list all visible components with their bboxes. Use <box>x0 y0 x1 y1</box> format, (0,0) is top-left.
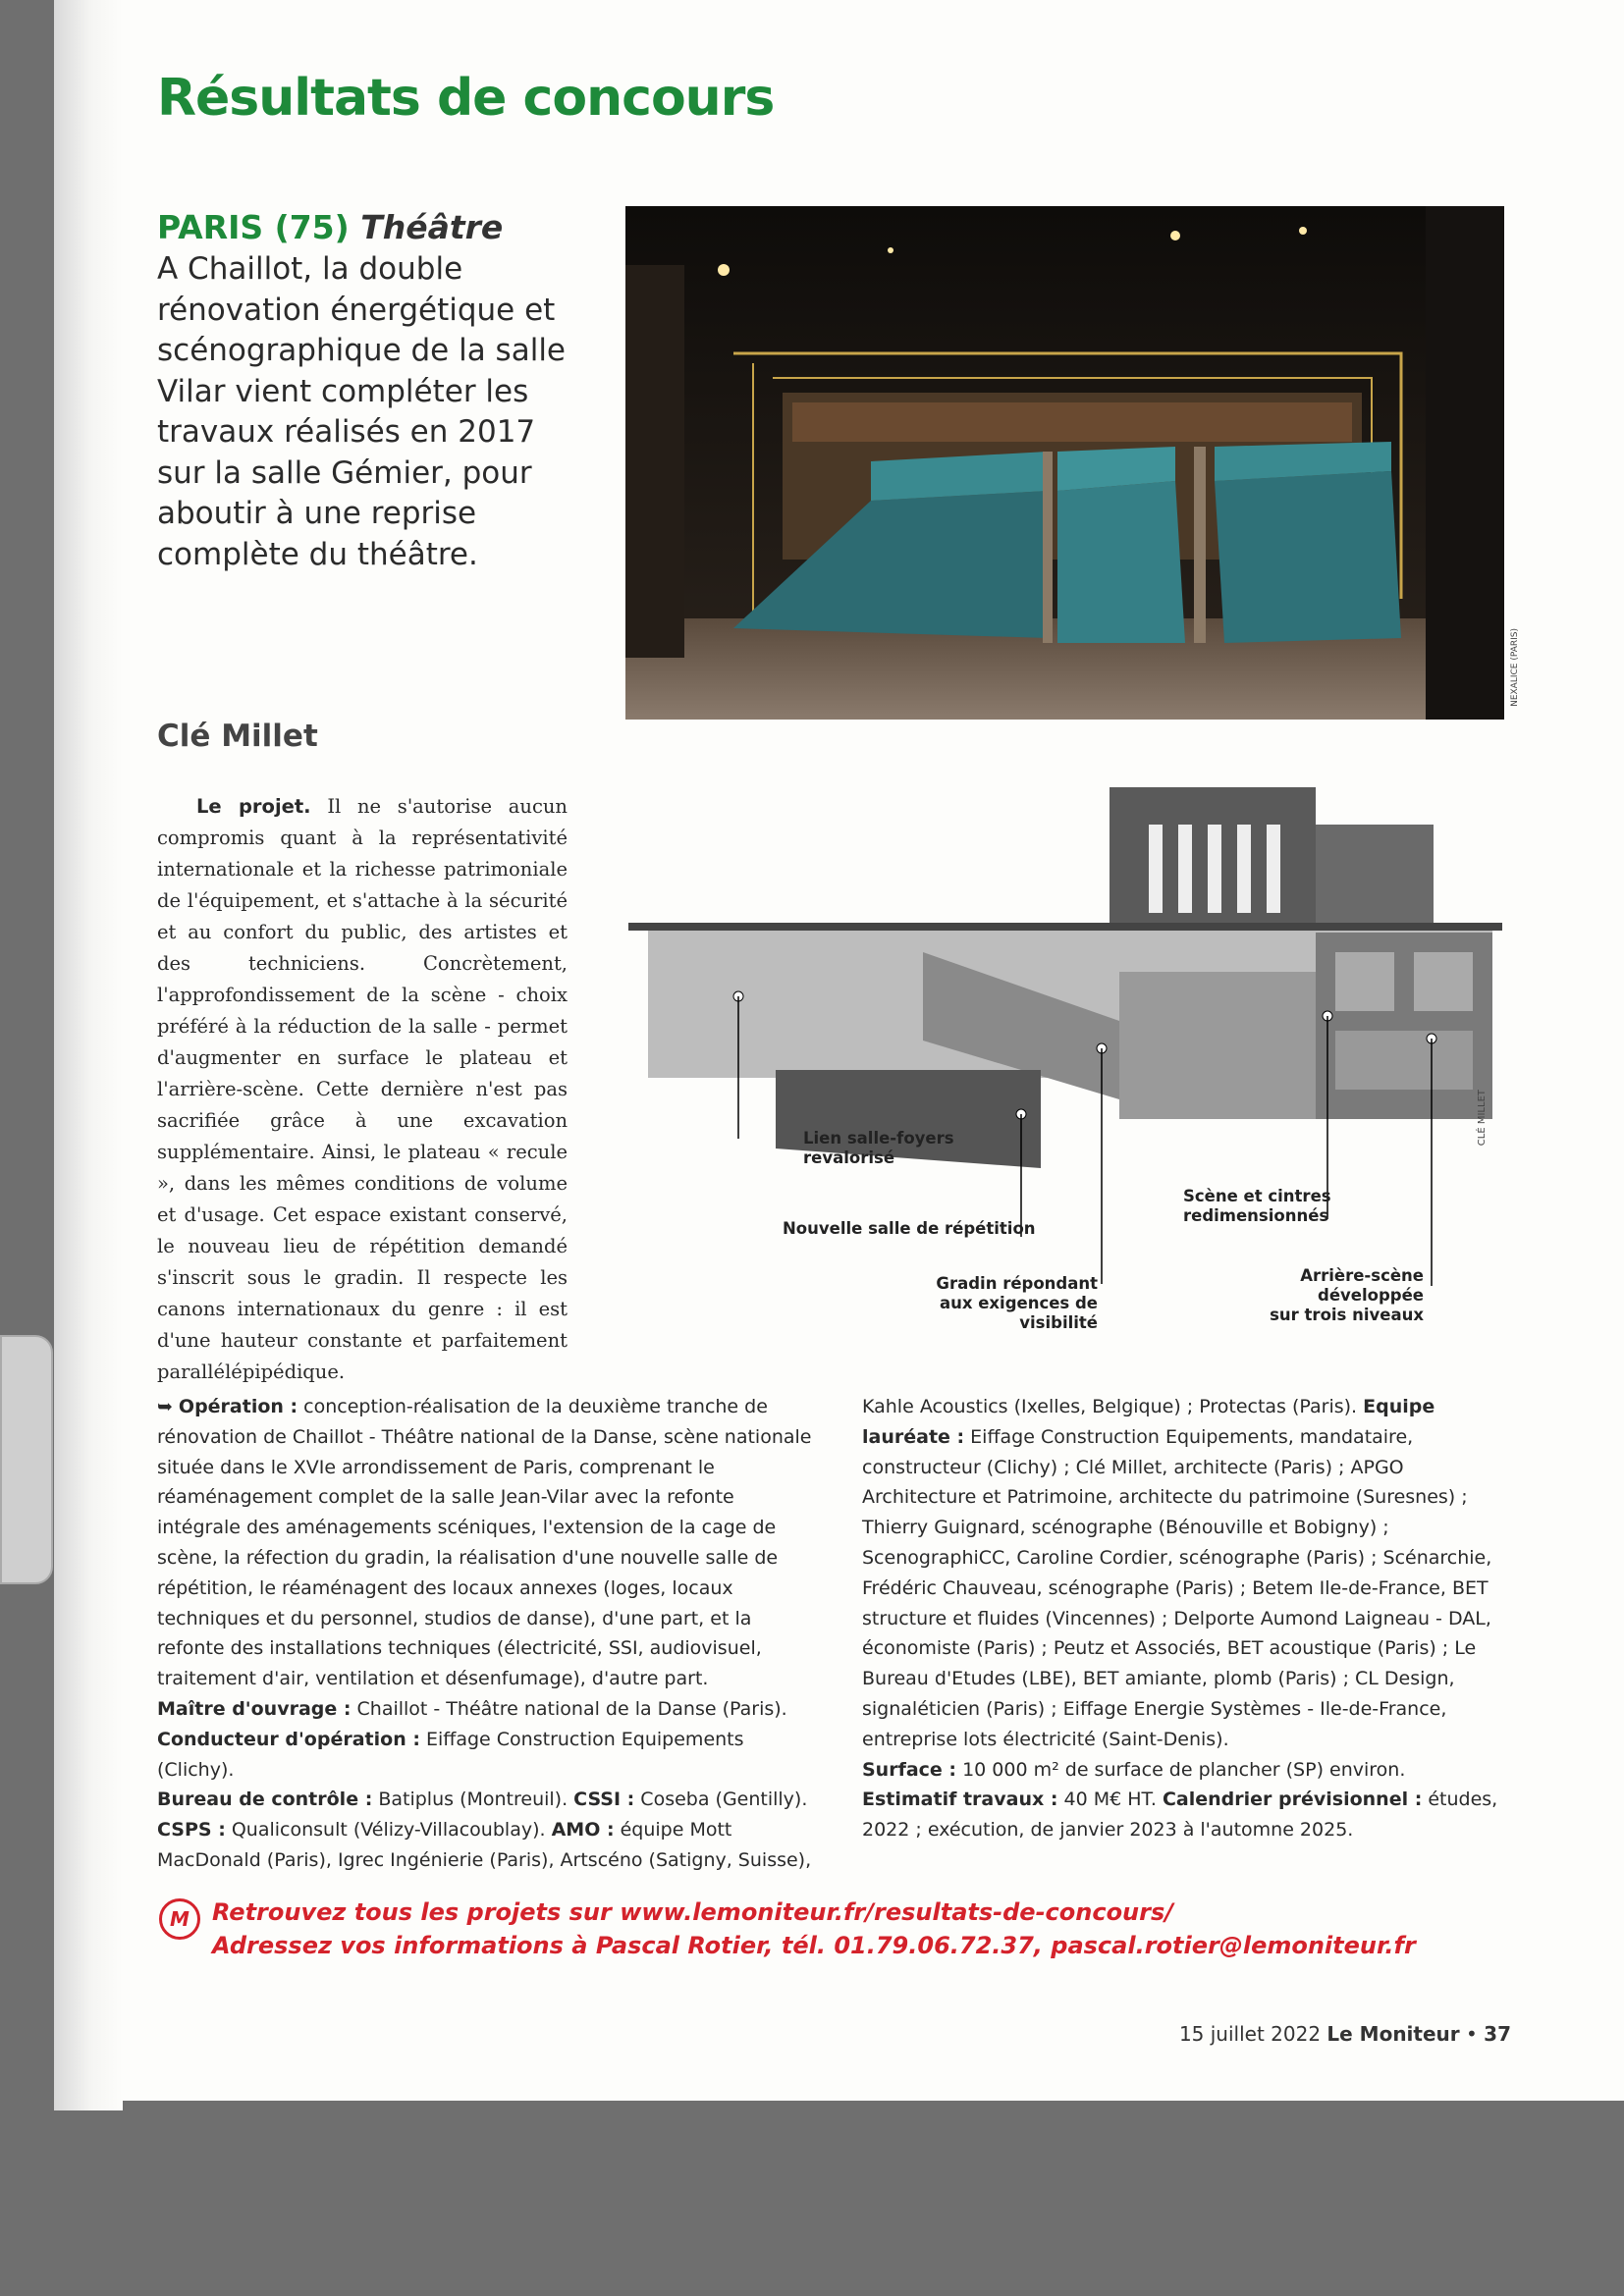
operation-text: conception-réalisation de la deuxième tranche de rénovation de Chaillot - Théâtre national de la Danse, scène nationale située dans le XVIe arrondissement de Paris, comprenant le réaménagement complet de la salle Jean-Vilar avec la refonte intégrale des aménagements scéniques, l'extension de la cage de scène, la réfection du gradin, la réalisation d'une nouvelle salle de répétition, le réaménagent des locaux annexes (loges, locaux techniques et du personnel, studios de danse), d'une part, et la refonte des installations techniques (électricité, SSI, audiovisuel, traitement d'air, ventilation et désenfumage), d'autre part. <box>157 1396 812 1690</box>
footer-links <box>157 1896 1416 1962</box>
article-kicker <box>157 208 503 246</box>
operation-label: Opération : <box>178 1396 298 1417</box>
bc-text: Batiplus (Montreuil). <box>372 1789 574 1811</box>
page-binding-shadow <box>54 0 123 2110</box>
estimate-text: 40 M€ HT. <box>1057 1789 1163 1811</box>
surface-label: Surface : <box>862 1758 957 1781</box>
section-diagram <box>628 775 1512 1325</box>
csps-label: CSPS : <box>157 1819 226 1842</box>
section-heading: Résultats de concours <box>157 69 775 128</box>
theatre-photo <box>625 206 1504 720</box>
amo-label: AMO : <box>551 1819 615 1842</box>
photo-credit: NEXALICE (PARIS) <box>1510 628 1520 707</box>
callout-line: aux exigences de visibilité <box>939 1294 1098 1332</box>
publication-name: Le Moniteur <box>1326 2022 1460 2046</box>
footer-contact-info[interactable]: Adressez vos informations à Pascal Rotier, tél. 01.79.06.72.37, pascal.rotier@lemoniteur.fr <box>212 1932 1416 1959</box>
calendar-text: études, 2022 ; exécution, de janvier 2023 à l'automne 2025. <box>862 1789 1498 1842</box>
mo-label: Maître d'ouvrage : <box>157 1697 352 1720</box>
callout-line: Lien salle-foyers <box>803 1129 954 1148</box>
team-column <box>862 1392 1520 1845</box>
cssi-text: Coseba (Gentilly). <box>634 1789 808 1811</box>
callout-arriere-scene <box>1198 1266 1424 1325</box>
csps-text: Qualiconsult (Vélizy-Villacoublay). <box>225 1819 552 1842</box>
surface-text: 10 000 m² de surface de plancher (SP) environ. <box>956 1758 1406 1781</box>
mo-text: Chaillot - Théâtre national de la Danse (Paris). <box>351 1697 787 1720</box>
article-lede: A Chaillot, la double rénovation énergétique et scénographique de la salle Vilar vient compléter les travaux réalisés en 2017 sur la salle Gémier, pour aboutir à une reprise complète du théâtre. <box>157 251 567 572</box>
cssi-label: CSSI : <box>573 1789 635 1811</box>
co-text: Eiffage Construction Equipements (Clichy). <box>157 1728 744 1781</box>
project-text: Il ne s'autorise aucun compromis quant à la représentativité internationale et la richesse patrimoniale de l'équipement, et s'attache à la sécurité et au confort du public, des artistes et des techniciens. Concrètement, l'approfondissement de la scène - choix préféré à la réduction de la salle - permet d'augmenter en surface le plateau et l'arrière-scène. Cette dernière n'est pas sacrifiée grâce à une excavation supplémentaire. Ainsi, le plateau « recule », dans les mêmes conditions de volume et d'usage. Cet espace existant conservé, le nouveau lieu de répétition demandé s'inscrit sous le gradin. Il respecte les canons internationaux du genre : il est d'une hauteur constante et parfaitement parallélépipédique. <box>157 795 568 1383</box>
callout-lien-salle-foyers <box>803 1129 954 1168</box>
estimate-label: Estimatif travaux : <box>862 1789 1058 1811</box>
arrow-right-icon: ➥ <box>157 1396 173 1417</box>
team-text: Eiffage Construction Equipements, mandataire, constructeur (Clichy) ; Clé Millet, architecte (Paris) ; APGO Architecture et Patrimoine, architecte du patrimoine (Suresnes) ; Thierry Guignard, scénographe (Bénouville et Bobigny) ; ScenographiCC, Caroline Cordier, scénographe (Paris) ; Scénarchie, Frédéric Chauveau, scénographe (Paris) ; Betem Ile-de-France, BET structure et fluides (Vincennes) ; Delporte Aumond Laigneau - DAL, économiste (Paris) ; Peutz et Associés, BET acoustique (Paris) ; Le Bureau d'Etudes (LBE), BET amiante, plomb (Paris) ; CL Design, signaléticien (Paris) ; Eiffage Energie Systèmes - Ile-de-France, entreprise lots électricité (Saint-Denis). <box>862 1425 1492 1750</box>
project-label: Le projet. <box>196 795 311 818</box>
project-paragraph <box>157 791 568 1388</box>
operation-column <box>157 1392 815 1876</box>
amo-continued: Kahle Acoustics (Ixelles, Belgique) ; Protectas (Paris). <box>862 1396 1364 1417</box>
folio-separator: • <box>1459 2022 1485 2046</box>
callout-line: Arrière-scène développée <box>1300 1266 1424 1305</box>
callout-gradin <box>872 1274 1098 1333</box>
callout-line: revalorisé <box>803 1148 895 1167</box>
kicker-place: PARIS (75) <box>157 208 361 246</box>
callout-line: Scène et cintres <box>1183 1187 1331 1205</box>
calendar-label: Calendrier prévisionnel : <box>1162 1789 1423 1811</box>
diagram-credit: CLÉ MILLET <box>1477 1090 1488 1147</box>
scanner-clip <box>0 1335 53 1584</box>
team-label: Equipe lauréate : <box>862 1396 1435 1448</box>
le-moniteur-logo-icon: M <box>159 1898 200 1940</box>
callout-line: sur trois niveaux <box>1270 1306 1424 1324</box>
theatre-interior-illustration <box>625 206 1504 720</box>
callout-salle-repetition <box>783 1219 1036 1239</box>
callout-line: Gradin répondant <box>936 1274 1098 1293</box>
building-section-illustration <box>628 775 1512 1325</box>
kicker-category: Théâtre <box>360 208 504 246</box>
page-number: 37 <box>1484 2022 1511 2046</box>
amo-text: équipe Mott MacDonald (Paris), Igrec Ingénierie (Paris), Artscéno (Satigny, Suisse), <box>157 1819 812 1871</box>
callout-line: Nouvelle salle de répétition <box>783 1219 1036 1238</box>
footer-projects-link[interactable]: Retrouvez tous les projets sur www.lemoniteur.fr/resultats-de-concours/ <box>212 1898 1174 1926</box>
callout-line: redimensionnés <box>1183 1206 1329 1225</box>
co-label: Conducteur d'opération : <box>157 1728 420 1750</box>
bc-label: Bureau de contrôle : <box>157 1789 373 1811</box>
issue-date: 15 juillet 2022 <box>1178 2022 1327 2046</box>
architect-name: Clé Millet <box>157 719 318 754</box>
page-folio <box>1179 2022 1511 2046</box>
callout-scene-cintres <box>1183 1187 1331 1226</box>
